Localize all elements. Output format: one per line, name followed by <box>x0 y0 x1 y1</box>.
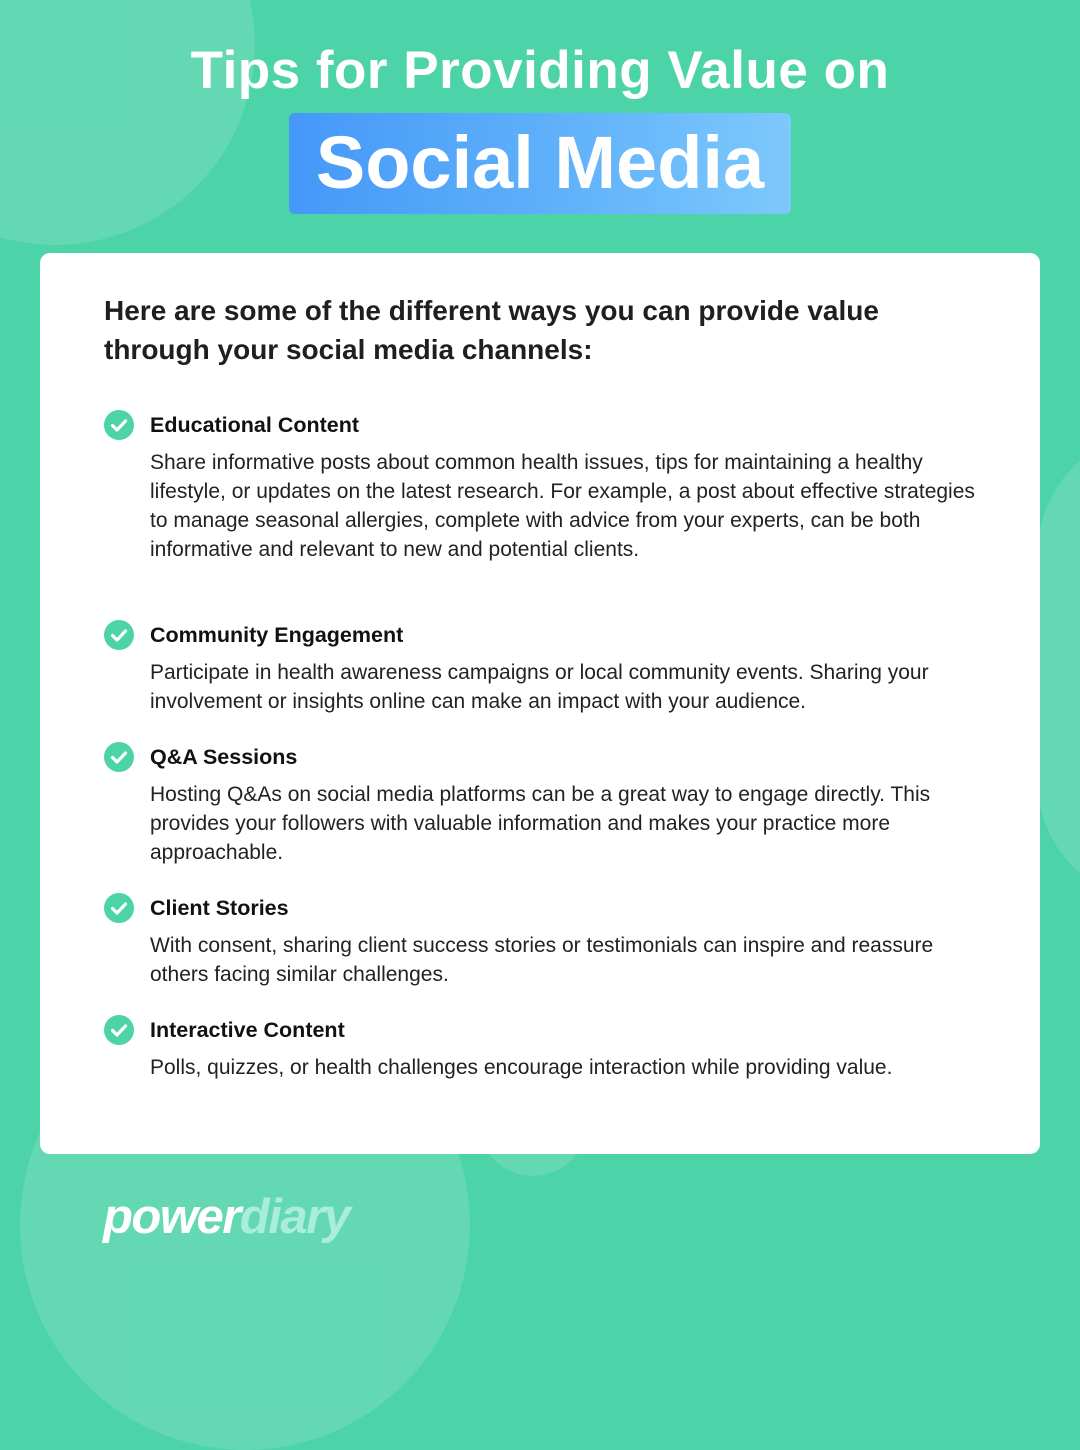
tip-title: Client Stories <box>150 896 289 920</box>
logo-text-diary: diary <box>239 1190 350 1244</box>
intro-text: Here are some of the different ways you can provide value through your social media channels: <box>104 295 879 365</box>
brand-logo <box>103 1187 349 1247</box>
decorative-circle <box>1038 432 1080 902</box>
page-title-highlight: Social Media <box>315 121 765 204</box>
checkmark-circle-icon <box>104 410 134 440</box>
tip-description: Hosting Q&As on social media platforms can be a great way to engage directly. This provides your followers with valuable information and makes your practice more approachable. <box>150 783 931 864</box>
checkmark-circle-icon <box>104 893 134 923</box>
checkmark-circle-icon <box>104 742 134 772</box>
logo-text-power: power <box>103 1190 240 1244</box>
tip-title: Educational Content <box>150 413 360 437</box>
tip-description: Share informative posts about common health issues, tips for maintaining a healthy lifestyle, or updates on the latest research. For example, a post about effective strategies to manage seasonal allergies, complete with advice from your experts, can be both informative and relevant to new and potential clients. <box>150 451 975 561</box>
tip-title: Community Engagement <box>150 623 404 647</box>
tip-description: With consent, sharing client success stories or testimonials can inspire and reassure others facing similar challenges. <box>150 934 934 986</box>
tips-card <box>40 253 1040 1154</box>
page-title: Tips for Providing Value on <box>190 41 890 100</box>
checkmark-circle-icon <box>104 620 134 650</box>
tip-description: Polls, quizzes, or health challenges encourage interaction while providing value. <box>150 1056 893 1079</box>
checkmark-circle-icon <box>104 1015 134 1045</box>
decorative-circle <box>0 0 255 245</box>
tip-title: Q&A Sessions <box>150 745 298 769</box>
tip-title: Interactive Content <box>150 1018 345 1042</box>
tip-description: Participate in health awareness campaigns or local community events. Sharing your involvement or insights online can make an impact with your audience. <box>150 661 929 713</box>
